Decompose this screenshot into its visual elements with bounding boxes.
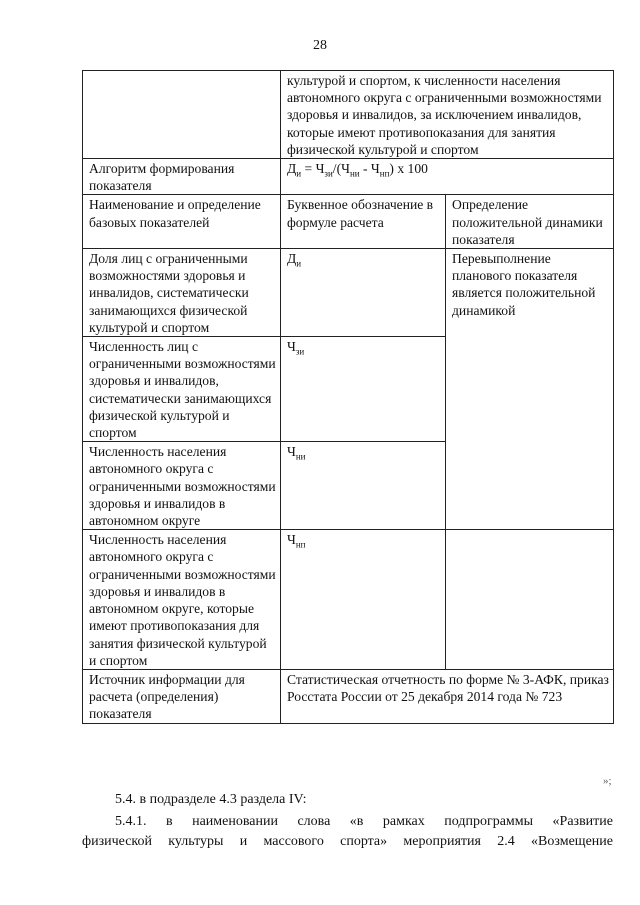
symbol-sub: нп <box>295 540 306 550</box>
continued-text-cell: культурой и спортом, к численности населения автономного округа с ограниченными возможностями здоровья и инвалидов, за исключением инвалидов, которые имеют противопоказания для занятия физической культурой и спортом <box>281 71 614 159</box>
table-row <box>83 159 614 195</box>
header-col1: Наименование и определение базовых показателей <box>83 195 281 249</box>
formula-ch3-sub: нп <box>379 168 390 179</box>
indicator-symbol <box>281 442 446 530</box>
table-row <box>83 530 614 670</box>
symbol-letter: Ч <box>287 532 296 548</box>
formula-mid: /( <box>332 161 342 177</box>
empty-cell <box>446 530 614 670</box>
formula-tail: ) х 100 <box>389 161 428 177</box>
header-col2: Буквенное обозначение в формуле расчета <box>281 195 446 249</box>
algorithm-label: Алгоритм формирования показателя <box>83 159 281 195</box>
formula-ch3: Ч <box>370 161 380 177</box>
indicator-name: Доля лиц с ограниченными возможностями здоровья и инвалидов, систематически занимающихся физической культурой и спортом <box>83 249 281 337</box>
page-number: 28 <box>313 38 327 53</box>
header-row <box>83 195 614 249</box>
dynamics-cell: Перевыполнение планового показателя является положительной динамикой <box>446 249 614 530</box>
symbol-letter: Д <box>287 251 297 267</box>
header-col3: Определение положительной динамики показателя <box>446 195 614 249</box>
table-row <box>83 249 614 337</box>
formula-ch2: Ч <box>341 161 350 177</box>
symbol-sub: зи <box>295 346 305 357</box>
formula-ch2-sub: ни <box>349 168 360 179</box>
symbol-sub: ни <box>295 451 306 462</box>
source-value: Статистическая отчетность по форме № 3-АФК, приказ Росстата России от 25 декабря 2014 года № 723 <box>281 669 614 723</box>
table-row <box>83 669 614 723</box>
indicator-name: Численность населения автономного округа с ограниченными возможностями здоровья и инвалидов в автономном округе, которые имеют противопоказания для занятия физической культурой и спортом <box>83 530 281 670</box>
paragraph-5-4: 5.4. в подразделе 4.3 раздела IV: <box>115 792 307 807</box>
closing-quote-mark: »; <box>603 775 612 787</box>
formula-ch1-sub: зи <box>324 168 333 179</box>
indicator-table <box>82 70 614 724</box>
symbol-sub: и <box>296 258 302 269</box>
formula-d: Д <box>287 161 297 177</box>
indicator-symbol <box>281 337 446 442</box>
symbol-letter: Ч <box>287 444 296 460</box>
table-row <box>83 71 614 159</box>
indicator-symbol <box>281 530 446 670</box>
source-label: Источник информации для расчета (определения) показателя <box>83 669 281 723</box>
formula-ch1: Ч <box>315 161 325 177</box>
empty-cell <box>83 71 281 159</box>
paragraph-continuation <box>82 832 613 852</box>
formula-cell <box>281 159 614 195</box>
formula-d-sub: и <box>296 168 302 179</box>
indicator-name: Численность лиц с ограниченными возможностями здоровья и инвалидов, систематически занимающихся физической культурой и спортом <box>83 337 281 442</box>
symbol-letter: Ч <box>287 339 296 355</box>
formula-eq: = <box>301 161 316 177</box>
paragraph-5-4-1 <box>82 812 613 832</box>
paragraph-5-4-1-text: 5.4.1. в наименовании слова «в рамках подпрограммы «Развитие <box>115 814 613 829</box>
paragraph-continuation-text: физической культуры и массового спорта» мероприятия 2.4 «Возмещение <box>82 834 613 849</box>
formula-minus: - <box>359 161 371 177</box>
indicator-name: Численность населения автономного округа с ограниченными возможностями здоровья и инвалидов в автономном округе <box>83 442 281 530</box>
indicator-symbol <box>281 249 446 337</box>
